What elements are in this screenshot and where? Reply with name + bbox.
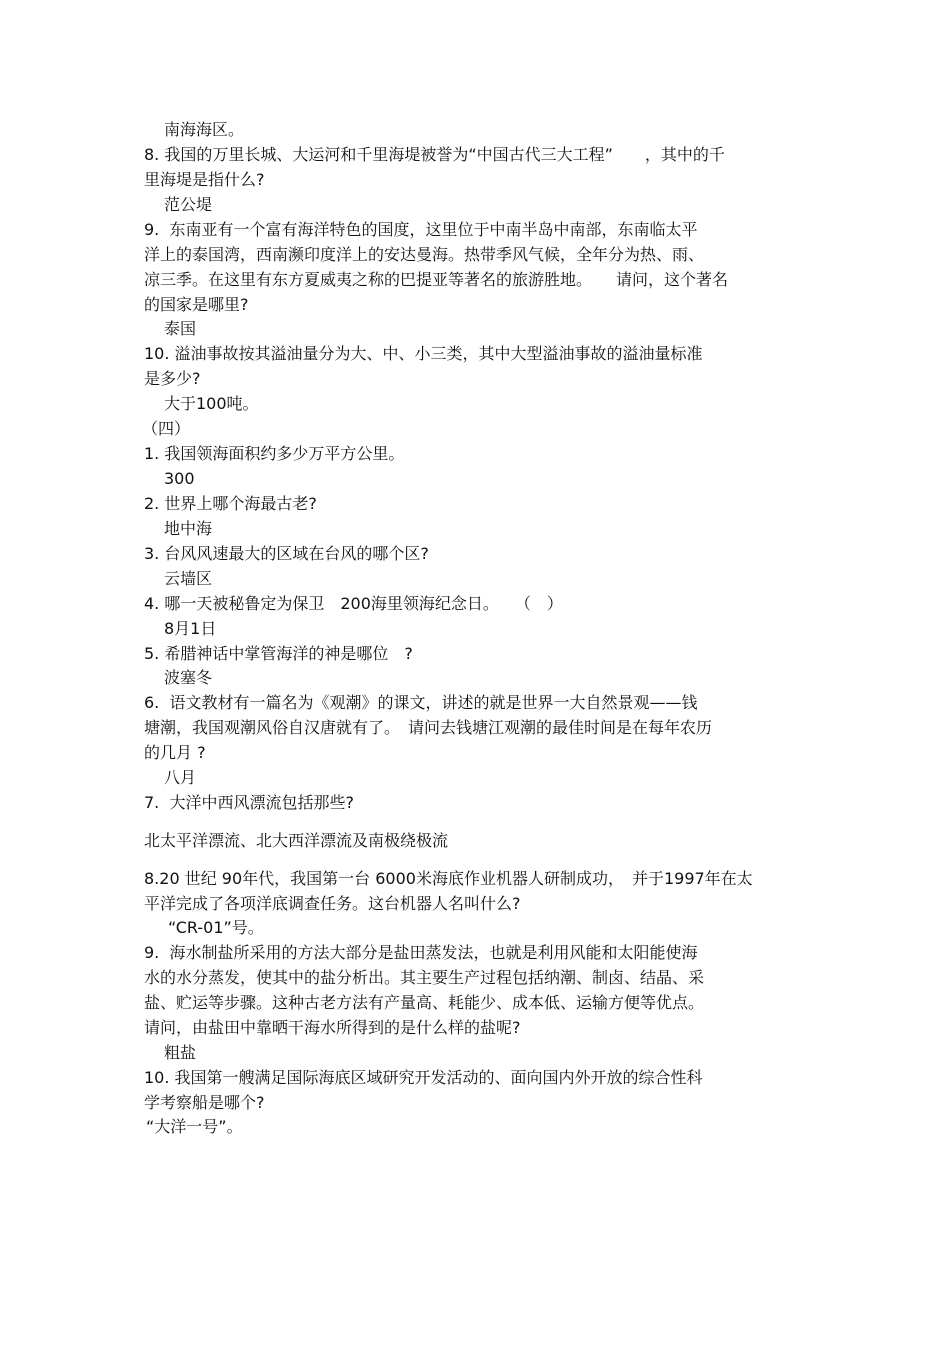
text-line: 9. 东南亚有一个富有海洋特色的国度，这里位于中南半岛中南部，东南临太平: [144, 220, 698, 239]
text-line: 300: [164, 469, 195, 488]
text-line: 里海堤是指什么?: [144, 170, 265, 189]
text-line: 粗盐: [164, 1043, 197, 1062]
text-line: 南海海区。: [164, 120, 245, 139]
text-line: “大洋一号”。: [146, 1117, 243, 1136]
text-line: 8.20 世纪 90年代，我国第一台 6000米海底作业机器人研制成功， 并于1997年在太: [144, 869, 753, 888]
text-line: 洋上的泰国湾，西南濒印度洋上的安达曼海。热带季风气候，全年分为热、雨、: [144, 245, 705, 264]
text-line: 波塞冬: [164, 668, 213, 687]
text-line: 1. 我国领海面积约多少万平方公里。: [144, 444, 405, 463]
text-line: 的几月 ?: [144, 743, 206, 762]
text-line: 泰国: [164, 319, 197, 338]
text-line: 平洋完成了各项洋底调查任务。这台机器人名叫什么?: [144, 894, 521, 913]
text-line: 是多少?: [144, 369, 201, 388]
section-heading: （四）: [142, 419, 191, 438]
text-line: 7. 大洋中西风漂流包括那些?: [144, 793, 354, 812]
text-line: 9. 海水制盐所采用的方法大部分是盐田蒸发法，也就是利用风能和太阳能使海: [144, 943, 698, 962]
text-line: “CR-01”号。: [168, 918, 264, 937]
text-line: 8. 我国的万里长城、大运河和千里海堤被誉为“中国古代三大工程” ，其中的千: [144, 145, 725, 164]
text-line: 4. 哪一天被秘鲁定为保卫 200海里领海纪念日。 （ ）: [144, 594, 563, 613]
text-line: 5. 希腊神话中掌管海洋的神是哪位 ?: [144, 644, 413, 663]
text-line: 的国家是哪里?: [144, 295, 249, 314]
text-line: 8月1日: [164, 619, 217, 638]
text-line: 10. 我国第一艘满足国际海底区域研究开发活动的、面向国内外开放的综合性科: [144, 1068, 703, 1087]
text-line: 盐、贮运等步骤。这种古老方法有产量高、耗能少、成本低、运输方便等优点。: [144, 993, 705, 1012]
text-line: 八月: [164, 768, 197, 787]
text-line: 塘潮，我国观潮风俗自汉唐就有了。 请问去钱塘江观潮的最佳时间是在每年农历: [144, 718, 713, 737]
text-line: 学考察船是哪个?: [144, 1093, 265, 1112]
text-line: 水的水分蒸发，使其中的盐分析出。其主要生产过程包括纳潮、制卤、结晶、采: [144, 968, 705, 987]
text-line: 凉三季。在这里有东方夏威夷之称的巴提亚等著名的旅游胜地。 请问，这个著名: [144, 270, 729, 289]
text-line: 大于100吨。: [164, 394, 259, 413]
text-line: 10. 溢油事故按其溢油量分为大、中、小三类，其中大型溢油事故的溢油量标准: [144, 344, 703, 363]
text-line: 地中海: [164, 519, 213, 538]
text-line: 2. 世界上哪个海最古老?: [144, 494, 317, 513]
text-line: 3. 台风风速最大的区域在台风的哪个区?: [144, 544, 429, 563]
text-line: 云墙区: [164, 569, 213, 588]
text-line: 请问，由盐田中靠晒干海水所得到的是什么样的盐呢?: [144, 1018, 521, 1037]
text-line: 范公堤: [164, 195, 213, 214]
text-line: 北太平洋漂流、北大西洋漂流及南极绕极流: [144, 831, 449, 850]
text-line: 6. 语文教材有一篇名为《观潮》的课文，讲述的就是世界一大自然景观——钱: [144, 693, 698, 712]
